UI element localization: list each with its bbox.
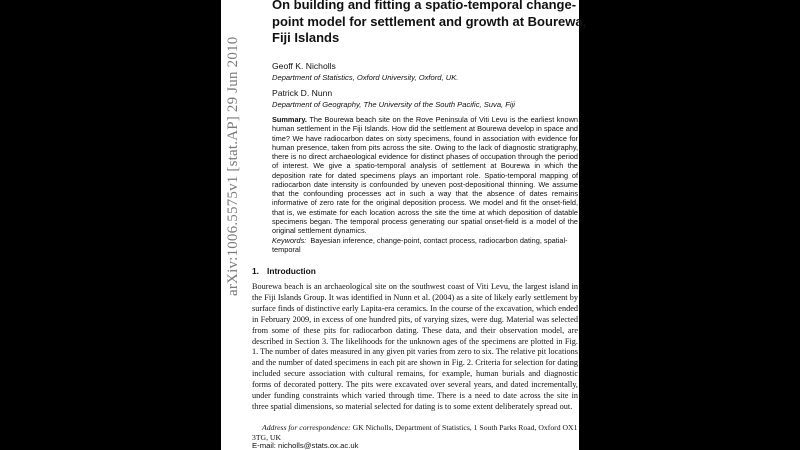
author-affiliation-2: Department of Geography, The University of the South Pacific, Suva, Fiji: [272, 100, 515, 109]
summary-label: Summary.: [272, 115, 307, 124]
arxiv-sidebar-stamp: [221, 0, 243, 300]
author-name-1: Geoff K. Nicholls: [272, 61, 336, 71]
keywords-text: Bayesian inference, change-point, contact process, radiocarbon dating, spatial-temporal: [272, 236, 568, 255]
keywords-label: Keywords:: [272, 236, 307, 245]
abstract: [272, 115, 578, 235]
keywords: [272, 236, 578, 255]
intro-paragraph: Bourewa beach is an archaeological site on the southwest coast of Viti Levu, the largest island in the Fiji Islands Group. It was identified in Nunn et al. (2004) as a site of likely early settlement by surface finds of distinctive early Lapita-era ceramics. In the course of the excavation, which ended in February 2009, in excess of one hundred pits, of varying sizes, were dug. Material was selected from some of these pits for radiocarbon dating. These data, and their observation model, are described in Section 3. The likelihoods for the unknown ages of the specimens are plotted in Fig. 1. The number of dates measured in any given pit varies from zero to six. The relative pit locations and the number of dated specimens in each pit are shown in Fig. 2. Criteria for selection for dating included secure association with cultural remains, for example, human burials and diagnostic forms of decorated pottery. The pits were excavated over several years, and dated incrementally, under funding constraints which varied through time. There is a need to date across the site in three spatial dimensions, so material selected for dating is to some extent deliberately spread out.: [252, 282, 578, 411]
author-affiliation-1: Department of Statistics, Oxford University, Oxford, UK.: [272, 73, 459, 82]
arxiv-identifier: arXiv:1006.5575v1 [stat.AP] 29 Jun 2010: [225, 36, 241, 296]
section-heading: [252, 266, 316, 276]
correspondence-address: [252, 423, 578, 442]
address-text: GK Nicholls, Department of Statistics, 1 South Parks Road, Oxford OX1 3TG, UK: [252, 423, 578, 442]
section-number: 1.: [252, 266, 259, 276]
author-name-2: Patrick D. Nunn: [272, 88, 333, 98]
section-title: Introduction: [267, 266, 316, 276]
paper-title: On building and fitting a spatio-temporal change-point model for settlement and growth at Bourewa, Fiji Islands: [272, 0, 587, 45]
correspondence-email: E-mail: nicholls@stats.ox.ac.uk: [252, 441, 359, 450]
address-label: Address for correspondence:: [262, 423, 351, 432]
summary-text: The Bourewa beach site on the Rove Peninsula of Viti Levu is the earliest known human settlement in the Fiji Islands. How did the settlement at Bourewa develop in space and time? We have radiocarbon dates on sixty specimens, found in association with evidence for human presence, taken from pits across the site. Owing to the lack of diagnostic stratigraphy, there is no direct archaeological evidence for distinct phases of occupation through the period of interest. We give a spatio-temporal analysis of settlement at Bourewa in which the deposition rate for dated specimens plays an important role. Spatio-temporal mapping of radiocarbon date intensity is confounded by uneven post-depositional thinning. We assume that the confounding processes act in such a way that the absence of dates remains informative of zero rate for the original deposition process. We model and fit the onset-field, that is, we estimate for each location across the site the time at which deposition of datable specimens began. The temporal process generating our spatial onset-field is a model of the original settlement dynamics.: [272, 115, 578, 235]
